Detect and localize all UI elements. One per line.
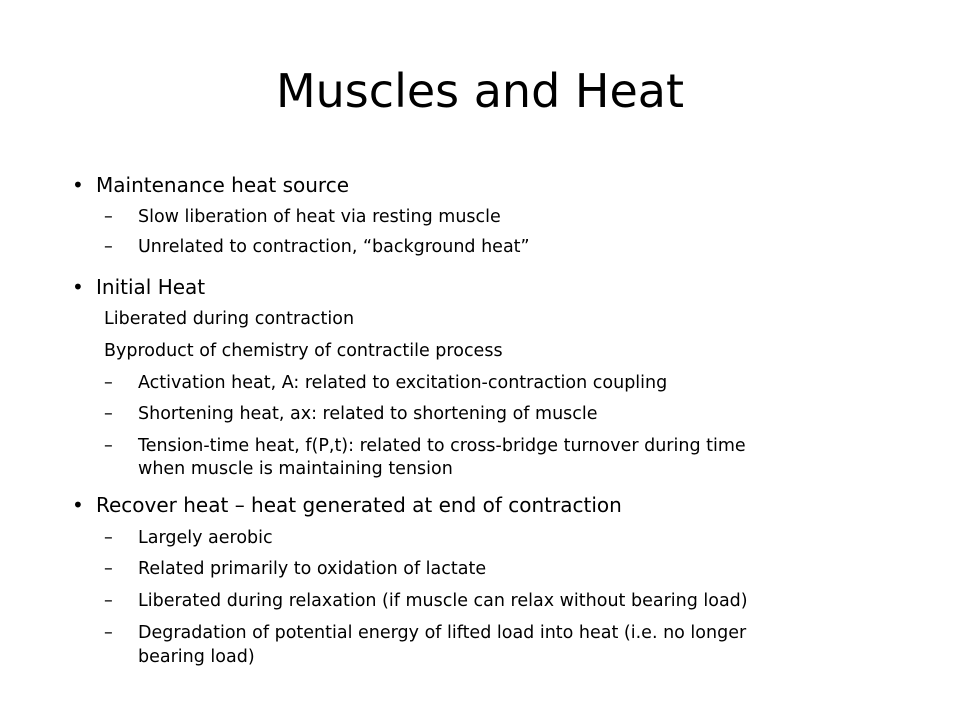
sub-item-text: Tension-time heat, f(P,t): related to cross-bridge turnover during time bbox=[138, 436, 746, 456]
dash-marker: – bbox=[104, 623, 113, 643]
dash-marker: – bbox=[104, 373, 113, 393]
sub-item-text: Liberated during relaxation (if muscle can relax without bearing load) bbox=[138, 591, 748, 611]
sub-item-text: Degradation of potential energy of lifted load into heat (i.e. no longer bbox=[138, 623, 747, 643]
dash-marker: – bbox=[104, 591, 113, 611]
sub-item-text: when muscle is maintaining tension bbox=[138, 459, 453, 479]
dash-marker: – bbox=[104, 207, 113, 227]
dash-marker: – bbox=[104, 559, 113, 579]
bullet-marker: • bbox=[72, 173, 84, 197]
bullet-item-text: Maintenance heat source bbox=[96, 173, 350, 197]
sub-item-text: Unrelated to contraction, “background heat” bbox=[138, 237, 530, 257]
sub-item-text: Largely aerobic bbox=[138, 528, 273, 548]
dash-marker: – bbox=[104, 404, 113, 424]
sub-item-text: Liberated during contraction bbox=[104, 309, 355, 329]
bullet-item-text: Initial Heat bbox=[96, 275, 206, 299]
dash-marker: – bbox=[104, 528, 113, 548]
sub-item-text: Byproduct of chemistry of contractile process bbox=[104, 341, 503, 361]
sub-item-text: bearing load) bbox=[138, 647, 255, 667]
bullet-marker: • bbox=[72, 493, 84, 517]
sub-item-text: Related primarily to oxidation of lactate bbox=[138, 559, 487, 579]
bullet-marker: • bbox=[72, 275, 84, 299]
dash-marker: – bbox=[104, 436, 113, 456]
sub-item-text: Activation heat, A: related to excitation-contraction coupling bbox=[138, 373, 668, 393]
dash-marker: – bbox=[104, 237, 113, 257]
bullet-item-text: Recover heat – heat generated at end of contraction bbox=[96, 493, 622, 517]
slide-title: Muscles and Heat bbox=[275, 64, 685, 118]
sub-item-text: Shortening heat, ax: related to shortening of muscle bbox=[138, 404, 598, 424]
sub-item-text: Slow liberation of heat via resting muscle bbox=[138, 207, 501, 227]
